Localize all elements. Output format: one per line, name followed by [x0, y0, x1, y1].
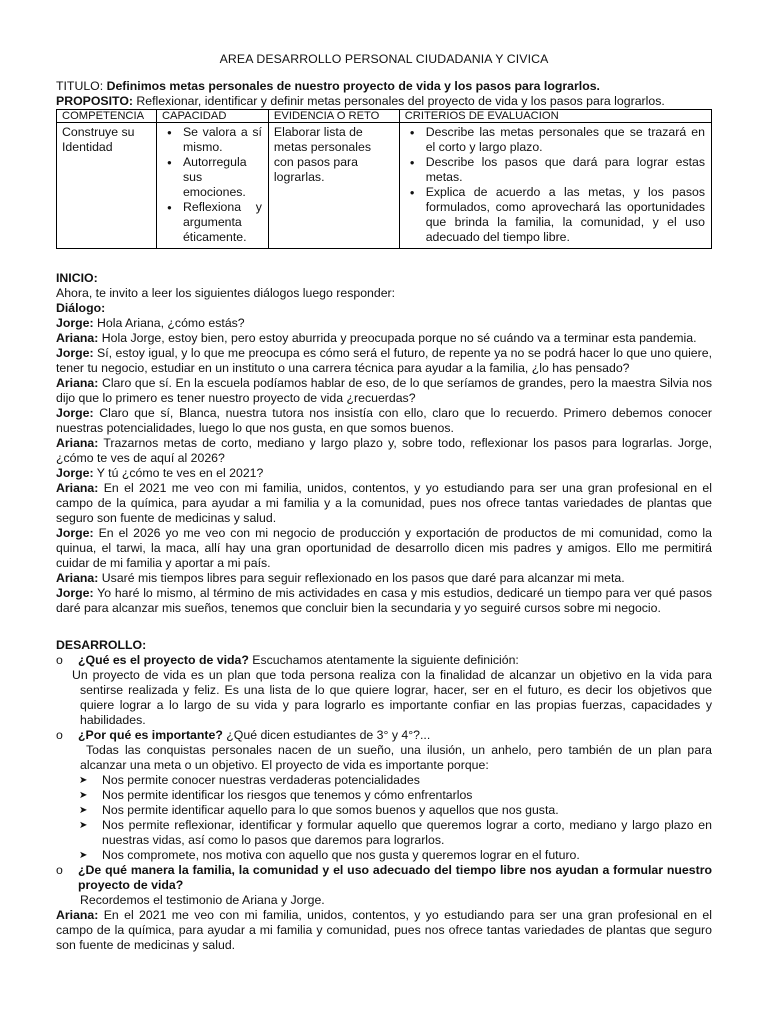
table-row: [57, 123, 712, 249]
desarrollo-heading: DESARROLLO:: [56, 638, 147, 652]
header-competencia: COMPETENCIA: [57, 110, 157, 123]
dialog-line: Ariana: Trazarnos metas de corto, mediano y largo plazo y, sobre todo, reflexionar los pasos para lograrlas. Jorge, ¿cómo te ves de aquí al 2026?: [56, 436, 712, 465]
circle-bullet-icon: o: [56, 863, 63, 877]
capacidad-item: ● Autorregula sus emociones.: [183, 155, 262, 200]
dialog-line: Jorge: Hola Ariana, ¿cómo estás?: [56, 316, 245, 330]
q2-text: Todas las conquistas personales nacen de un sueño, una ilusión, un anhelo, pero también de un plan para alcanzar una meta o un objetivo. El proyecto de vida es importante porque:: [80, 743, 712, 772]
proposito-text: Reflexionar, identificar y definir metas personales del proyecto de vida y los pasos para lograrlos.: [132, 94, 665, 108]
desarrollo-section: [56, 638, 712, 953]
capacidad-item: ● Reflexiona y argumenta éticamente.: [183, 200, 262, 245]
list-item: ➤ Nos compromete, nos motiva con aquello que nos gusta y queremos lograr en el futuro.: [102, 848, 712, 863]
q3-text: Recordemos el testimonio de Ariana y Jorge.: [80, 893, 325, 907]
inicio-section: [56, 271, 712, 616]
list-item: ➤ Nos permite identificar los riesgos que tenemos y cómo enfrentarlos: [102, 788, 712, 803]
proposito-line: [56, 94, 712, 109]
dialog-line: Ariana: En el 2021 me veo con mi familia, unidos, contentos, y yo estudiando para ser una gran profesional en el campo de la química, para ayudar a mi familia y a la comunidad, pues nos ofrece tantas variedades de plantas que seguro son fuente de medicinas y salud.: [56, 481, 712, 525]
dialog-line: Jorge: Y tú ¿cómo te ves en el 2021?: [56, 466, 264, 480]
cell-evidencia: Elaborar lista de metas personales con pasos para lograrlas.: [268, 123, 399, 249]
dialog-line: Jorge: En el 2026 yo me veo con mi negocio de producción y exportación de productos de mi comunidad, como la quinua, el tarwi, la maca, allí hay una gran oportunidad de desarrollo dicen mis padres y amigos. Ello me permitirá cuidar de mi familia y aportar a mi país.: [56, 526, 712, 570]
dialog-line: Ariana: Usaré mis tiempos libres para seguir reflexionado en los pasos que daré para alcanzar mi meta.: [56, 571, 625, 585]
area-title: AREA DESARROLLO PERSONAL CIUDADANIA Y CIVICA: [219, 52, 549, 66]
criterio-item: ● Explica de acuerdo a las metas, y los pasos formulados, como aprovechará las oportunidades que brinda la familia, la comunidad, y el uso adecuado del tiempo libre.: [426, 185, 705, 245]
question-2: o ¿Por qué es importante? ¿Qué dicen estudiantes de 3° y 4°?...: [56, 728, 431, 742]
proposito-label: PROPOSITO:: [56, 94, 133, 108]
cell-capacidad: [156, 123, 268, 249]
dialog-line: Ariana: Claro que sí. En la escuela podíamos hablar de eso, de lo que seríamos de grandes, pero la maestra Silvia nos dijo que lo primero es tener nuestro proyecto de vida ¿recuerdas?: [56, 376, 712, 405]
header-capacidad: CAPACIDAD: [156, 110, 268, 123]
criterio-item: ● Describe las metas personales que se trazará en el corto y largo plazo.: [426, 125, 705, 155]
table-header-row: [57, 110, 712, 123]
header-criterios: CRITERIOS DE EVALUACION: [399, 110, 711, 123]
circle-bullet-icon: o: [56, 728, 63, 742]
criterio-item: ● Describe los pasos que dará para lograr estas metas.: [426, 155, 705, 185]
capacidad-item: ● Se valora a sí mismo.: [183, 125, 262, 155]
question-1: o ¿Qué es el proyecto de vida? Escuchamos atentamente la siguiente definición:: [56, 653, 519, 667]
question-3: o ¿De qué manera la familia, la comunidad y el uso adecuado del tiempo libre nos ayudan a formular nuestro proyecto de vida?: [56, 863, 712, 892]
dialog-line: Ariana: Hola Jorge, estoy bien, pero estoy aburrida y preocupada porque no sé cuándo va a terminar esta pandemia.: [56, 331, 697, 345]
titulo-text: Definimos metas personales de nuestro proyecto de vida y los pasos para lograrlos.: [106, 79, 600, 93]
competencias-table: [56, 109, 712, 249]
q1-definition: Un proyecto de vida es un plan que toda persona realiza con la finalidad de alcanzar un objetivo en la vida para sentirse realizada y feliz. Es una lista de lo que quiere lograr, hacer, ser en el futuro, es decir los objetivos que quiere lograr a lo largo de su vida y para lograrlo es importante confiar en las propias fuerzas, capacidades y habilidades.: [72, 668, 712, 727]
cell-competencia: Construye su Identidad: [57, 123, 157, 249]
importance-list: [56, 773, 712, 863]
dialog-line: Jorge: Sí, estoy igual, y lo que me preocupa es cómo será el futuro, de repente ya no se podrá hacer lo que uno quiere, tener tu negocio, estudiar en un instituto o una carrera técnica para ayudar a la familia, ¿lo has pensado?: [56, 346, 712, 375]
inicio-intro: Ahora, te invito a leer los siguientes diálogos luego responder:: [56, 286, 396, 300]
list-item: ➤ Nos permite conocer nuestras verdaderas potencialidades: [102, 773, 712, 788]
inicio-heading: INICIO:: [56, 271, 98, 285]
dialogo-heading: Diálogo:: [56, 301, 106, 315]
dialog-line: Jorge: Yo haré lo mismo, al término de mis actividades en casa y mis estudios, dedicaré un tiempo para ver qué pasos daré para alcanzar mis sueños, tenemos que concluir bien la secundaria y yo seguiré cursos sobre mi negocio.: [56, 586, 712, 615]
list-item: ➤ Nos permite reflexionar, identificar y formular aquello que queremos lograr a corto, mediano y largo plazo en nuestras vidas, así como lo pasos que daremos para lograrlos.: [102, 818, 712, 848]
cell-criterios: [399, 123, 711, 249]
titulo-line: [56, 79, 712, 94]
titulo-label: TITULO:: [56, 79, 107, 93]
final-testimony: Ariana: En el 2021 me veo con mi familia, unidos, contentos, y yo estudiando para ser una gran profesional en el campo de la química, para ayudar a mi familia y comunidad, pues nos ofrece tantas variedades de plantas que seguro son fuente de medicinas y salud.: [56, 908, 712, 952]
dialog-line: Jorge: Claro que sí, Blanca, nuestra tutora nos insistía con ello, claro que lo recuerdo. Primero debemos conocer nuestras potencialidades, luego lo que nos gusta, en que somos buenos.: [56, 406, 712, 435]
list-item: ➤ Nos permite identificar aquello para lo que somos buenos y aquellos que nos gusta.: [102, 803, 712, 818]
circle-bullet-icon: o: [56, 653, 63, 667]
header-evidencia: EVIDENCIA O RETO: [268, 110, 399, 123]
